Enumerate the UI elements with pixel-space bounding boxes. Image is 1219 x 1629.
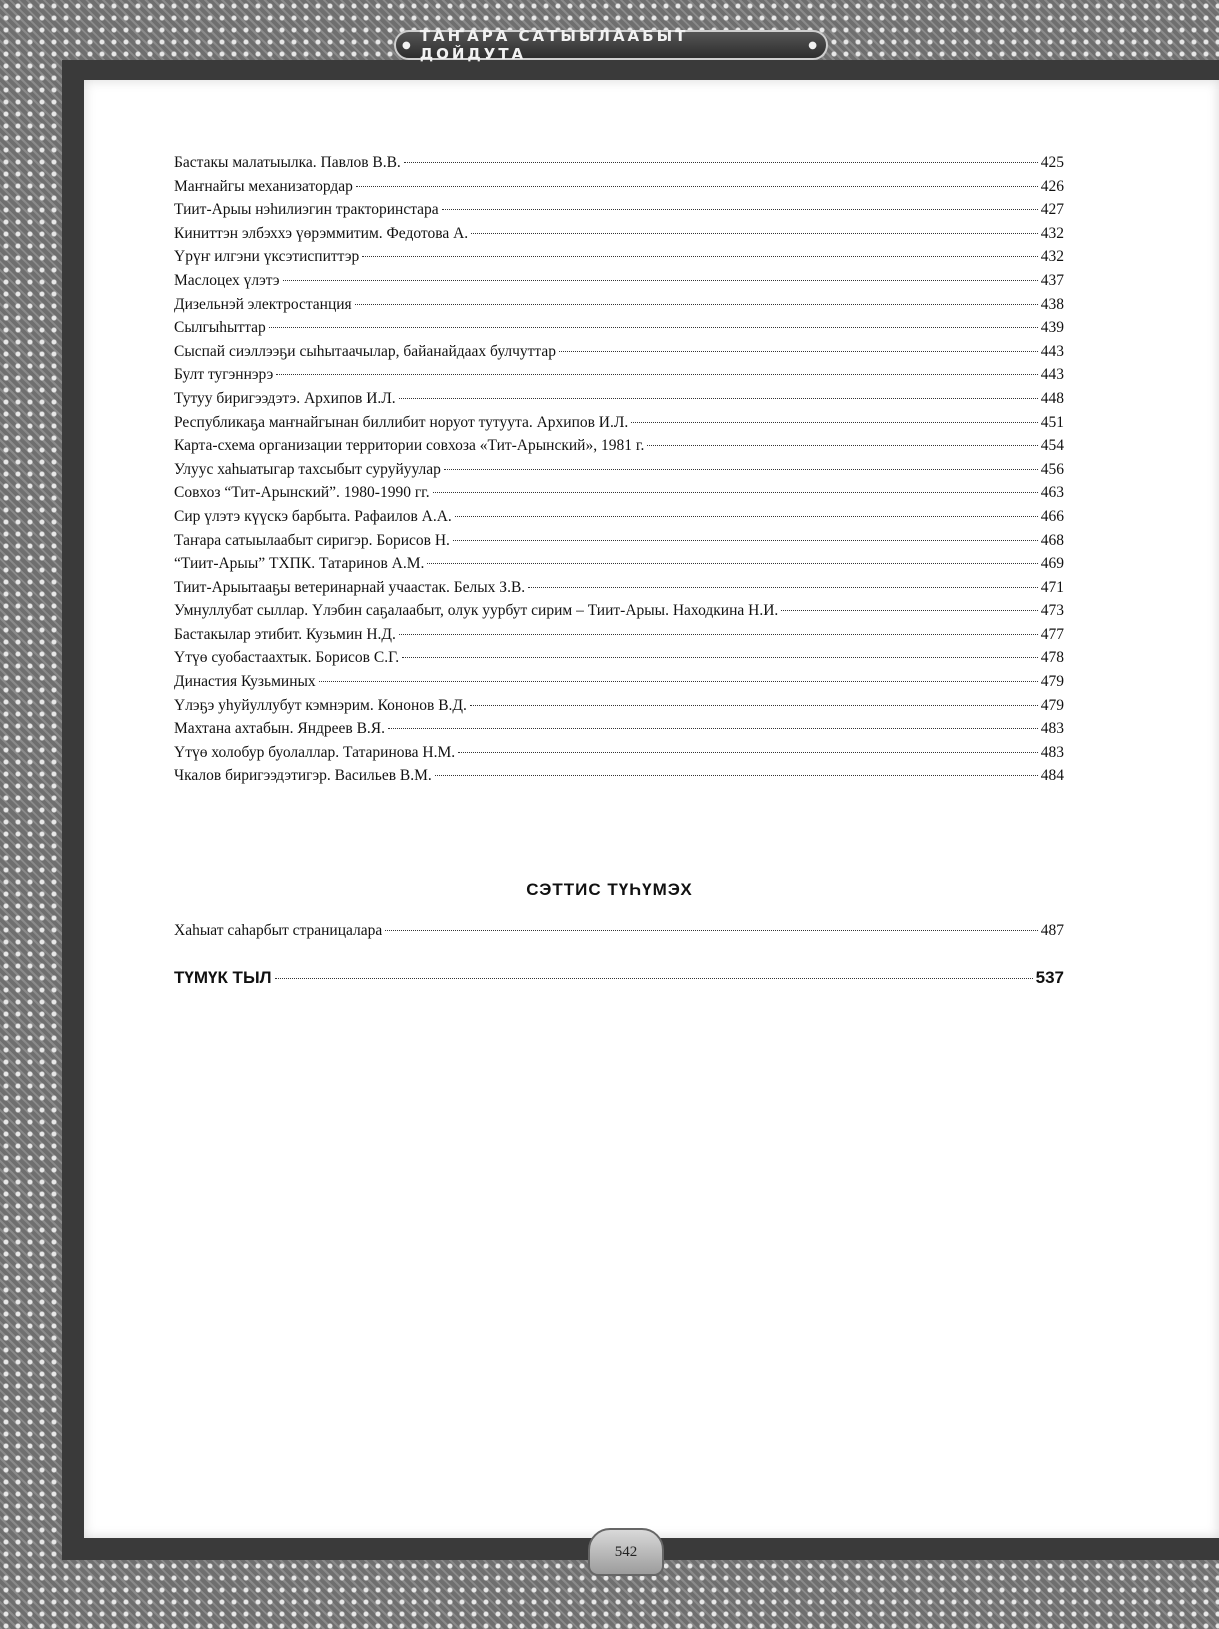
toc-entry-page: 473: [1040, 602, 1064, 620]
toc-entry-title: Тутуу биригээдэтэ. Архипов И.Л.: [174, 389, 396, 407]
dot-leader: [427, 563, 1037, 564]
final-contents: [174, 968, 1064, 992]
dot-leader: [319, 681, 1038, 682]
toc-entry-title: Сылгыһыттар: [174, 319, 266, 337]
toc-entry-page: 443: [1040, 366, 1064, 384]
dot-leader: [399, 398, 1038, 399]
toc-entry-title: Чкалов биригээдэтигэр. Васильев В.М.: [174, 767, 432, 785]
toc-entry-page: 437: [1040, 271, 1064, 289]
toc-entry: [174, 390, 1064, 414]
toc-entry-title: Киниттэн элбэххэ үөрэммитим. Федотова А.: [174, 224, 469, 242]
toc-entry-title: ТҮМҮК ТЫЛ: [174, 968, 272, 987]
dot-leader: [470, 705, 1038, 706]
toc-entry: [174, 484, 1064, 508]
toc-entry: [174, 414, 1064, 438]
toc-entry-page: 477: [1040, 625, 1064, 643]
dot-leader: [453, 540, 1038, 541]
toc-entry-title: Сыспай сиэллээҕи сыһытаачылар, байанайдаах булчуттар: [174, 342, 557, 360]
dot-leader: [435, 775, 1038, 776]
toc-entry: [174, 555, 1064, 579]
dot-leader: [402, 657, 1038, 658]
toc-entry: [174, 649, 1064, 673]
toc-entry-page: 456: [1040, 460, 1064, 478]
toc-entry: [174, 201, 1064, 225]
toc-entry-page: 432: [1040, 248, 1064, 266]
toc-entry-title: Сир үлэтэ күүскэ барбыта. Рафаилов А.А.: [174, 507, 452, 525]
toc-entry-page: 471: [1040, 578, 1064, 596]
toc-entry-title: Булт тугэннэрэ: [174, 366, 274, 384]
dot-leader: [385, 930, 1037, 931]
page-number: 542: [614, 1543, 638, 1560]
toc-entry-title: “Тиит-Арыы” ТХПК. Татаринов А.М.: [174, 555, 425, 573]
toc-entry: [174, 720, 1064, 744]
dot-leader: [442, 209, 1038, 210]
dot-leader: [647, 445, 1037, 446]
dot-leader: [444, 469, 1038, 470]
running-header-title: ТАҤАРА САТЫЫЛААБЫТ ДОЙДУТА: [419, 27, 689, 63]
dot-leader: [404, 162, 1038, 163]
running-header: [394, 27, 828, 63]
dot-leader: [433, 492, 1038, 493]
toc-entry: [174, 968, 1064, 992]
toc-entry-title: Маслоцех үлэтэ: [174, 271, 280, 289]
toc-entry-page: 427: [1040, 201, 1064, 219]
bullet-icon: ●: [808, 39, 820, 51]
toc-entry: [174, 602, 1064, 626]
bullet-icon: ●: [402, 39, 414, 51]
dot-leader: [355, 304, 1038, 305]
toc-entry-title: Үтүө холобур буолаллар. Татаринова Н.М.: [174, 743, 456, 761]
dot-leader: [388, 728, 1038, 729]
toc-entry-title: Дизельнэй электростанция: [174, 295, 352, 313]
dot-leader: [362, 256, 1038, 257]
toc-entry-page: 443: [1040, 342, 1064, 360]
toc-entry-title: Умнуллубат сыллар. Үлэбин сaҕалаабыт, олук уурбут сирим – Тиит-Арыы. Находкина Н.И.: [174, 602, 779, 620]
toc-entry: [174, 296, 1064, 320]
dot-leader: [781, 610, 1037, 611]
toc-entry-title: Улуус хаһыатыгар тахсыбыт суруйуулар: [174, 460, 441, 478]
toc-entry-title: Карта-схема организации территории совхоза «Тит-Арынский», 1981 г.: [174, 437, 645, 455]
dot-leader: [631, 422, 1037, 423]
toc-entry: [174, 319, 1064, 343]
toc-entry: [174, 767, 1064, 791]
dot-leader: [283, 280, 1038, 281]
toc-entry-title: Маҥнайгы механизатордар: [174, 177, 353, 195]
toc-entry-page: 487: [1040, 922, 1064, 939]
toc-entry-page: 451: [1040, 413, 1064, 431]
toc-entry-title: Бастакы малатыылка. Павлов В.В.: [174, 154, 401, 171]
toc-entry-title: Хаһыат саһарбыт страницалара: [174, 922, 383, 939]
section-heading: СЭТТИС ТҮҺҮМЭХ: [526, 880, 693, 899]
toc-entry-page: 448: [1040, 389, 1064, 407]
page-number-tab: [588, 1528, 664, 1576]
toc-entry-title: Үрүҥ илгэни үксэтиспиттэр: [174, 248, 360, 266]
toc-entry-title: Махтана ахтабын. Яндреев В.Я.: [174, 720, 385, 738]
toc-entry-page: 479: [1040, 673, 1064, 691]
toc-entry: [174, 508, 1064, 532]
toc-entry: [174, 461, 1064, 485]
toc-entry: [174, 178, 1064, 202]
dot-leader: [356, 186, 1038, 187]
toc-entry-page: 478: [1040, 649, 1064, 667]
toc-entry-title: Династия Кузьминых: [174, 673, 316, 691]
dot-leader: [269, 327, 1038, 328]
toc-entry-page: 463: [1040, 484, 1064, 502]
toc-entry-page: 483: [1040, 720, 1064, 738]
toc-entry: [174, 366, 1064, 390]
dot-leader: [471, 233, 1038, 234]
toc-entry-page: 469: [1040, 555, 1064, 573]
dot-leader: [528, 587, 1038, 588]
toc-entry-title: Үлэҕэ уһуйуллубут кэмнэрим. Кононов В.Д.: [174, 696, 467, 714]
toc-entry-page: 425: [1040, 154, 1064, 171]
toc-entry-title: Тиит-Арыытааҕы ветеринарнай учаастак. Белых З.В.: [174, 578, 526, 596]
toc-entry: [174, 744, 1064, 768]
toc-entry-title: Үтүө суобастаахтык. Борисов С.Г.: [174, 649, 400, 667]
toc-entry-page: 537: [1035, 968, 1064, 987]
toc-entry-title: Бастакылар этибит. Кузьмин Н.Д.: [174, 625, 396, 643]
toc-entry: [174, 437, 1064, 461]
dot-leader: [458, 752, 1038, 753]
dot-leader: [275, 978, 1033, 979]
toc-entry-title: Тиит-Арыы нэһилиэгин тракторинстара: [174, 201, 439, 219]
toc-entry: [174, 154, 1064, 178]
toc-entry-page: 438: [1040, 295, 1064, 313]
toc-entry: [174, 579, 1064, 603]
toc-entry: [174, 922, 1064, 946]
toc-entry-page: 484: [1040, 767, 1064, 785]
toc-entry: [174, 343, 1064, 367]
toc-entry: [174, 532, 1064, 556]
toc-entry-page: 468: [1040, 531, 1064, 549]
toc-entry-page: 479: [1040, 696, 1064, 714]
toc-entry-page: 454: [1040, 437, 1064, 455]
toc-entry: [174, 697, 1064, 721]
toc-entry-title: Республикаҕа маҥнайгынан биллибит норуот тутуута. Архипов И.Л.: [174, 413, 629, 431]
dot-leader: [399, 634, 1038, 635]
dot-leader: [559, 351, 1038, 352]
toc-entry-page: 426: [1040, 177, 1064, 195]
toc-entry-page: 466: [1040, 507, 1064, 525]
toc-entry-page: 432: [1040, 224, 1064, 242]
toc-entry: [174, 248, 1064, 272]
dot-leader: [455, 516, 1038, 517]
dot-leader: [276, 374, 1037, 375]
toc-entry: [174, 225, 1064, 249]
toc-entry-page: 439: [1040, 319, 1064, 337]
section-contents: [174, 922, 1064, 946]
table-of-contents: [174, 154, 1064, 791]
toc-entry: [174, 673, 1064, 697]
toc-entry-title: Таҥара сатыылаабыт сиригэр. Борисов Н.: [174, 531, 450, 549]
toc-entry: [174, 272, 1064, 296]
toc-entry: [174, 626, 1064, 650]
toc-entry-page: 483: [1040, 743, 1064, 761]
toc-entry-title: Совхоз “Тит-Арынский”. 1980-1990 гг.: [174, 484, 430, 502]
